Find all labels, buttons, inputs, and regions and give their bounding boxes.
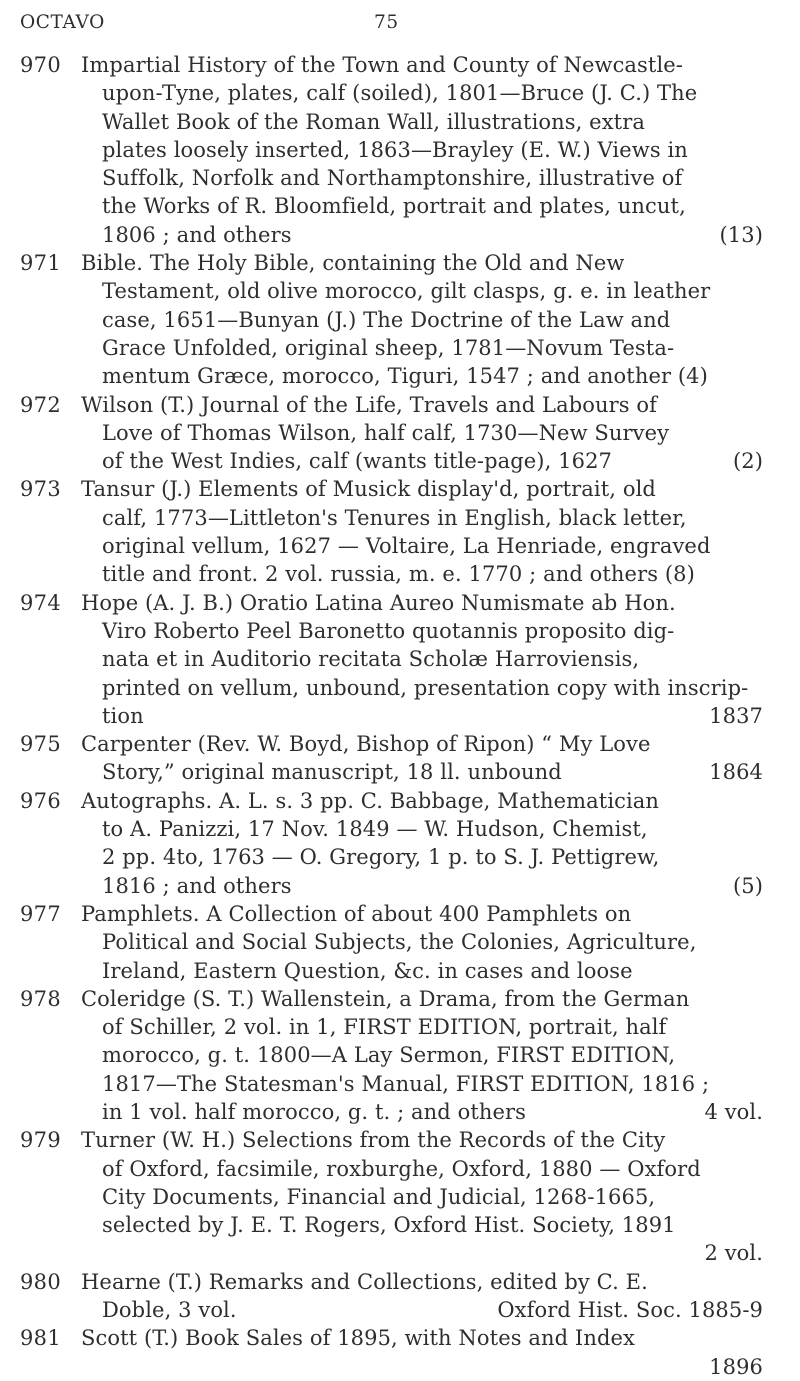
lot-number: 977 [20,901,61,926]
lot-number: 981 [20,1326,61,1351]
lot-number: 975 [20,732,61,757]
description-line: Pamphlets. A Collection of about 400 Pamphlets on [81,901,632,926]
description-line: Testament, old olive morocco, gilt clasps, g. e. in leather [102,279,711,304]
description-line: Impartial History of the Town and County of Newcastle- [81,53,684,77]
lot-description [81,589,763,730]
lot-description [81,787,763,900]
lot-description [81,900,763,985]
lot-list [0,51,800,1381]
description-line: Tansur (J.) Elements of Musick display'd, portrait, old [81,477,656,502]
lot-entry [0,1268,800,1325]
lot-entry [0,249,800,390]
lot-description [81,475,763,588]
description-line: 2 pp. 4to, 1763 — O. Gregory, 1 p. to S. J. Pettigrew, [102,845,660,870]
description-line: 1806 ; and others (13) [102,222,763,247]
description-line: Doble, 3 vol. Oxford Hist. Soc. 1885-9 [102,1298,763,1323]
description-line: original vellum, 1627 — Voltaire, La Henriade, engraved [102,534,711,559]
description-line: upon-Tyne, plates, calf (soiled), 1801—Bruce (J. C.) The [102,81,698,106]
lot-number: 980 [20,1269,61,1294]
description-line: selected by J. E. T. Rogers, Oxford Hist. Society, 1891 [102,1213,676,1238]
lot-number: 974 [20,590,61,615]
lot-description [81,249,763,390]
lot-entry [0,589,800,730]
description-line: tion 1837 [102,703,763,728]
lot-description [81,51,763,249]
description-line: the Works of R. Bloomfield, portrait and plates, uncut, [102,194,686,219]
section-title: OCTAVO [20,12,105,33]
lot-number: 978 [20,986,61,1011]
description-line: 1896 [709,1354,763,1379]
description-line: calf, 1773—Littleton's Tenures in English, black letter, [102,505,687,530]
lot-number: 979 [20,1128,61,1153]
description-line: Bible. The Holy Bible, containing the Old and New [81,251,625,276]
lot-entry [0,730,800,787]
description-line: Coleridge (S. T.) Wallenstein, a Drama, from the German [81,986,690,1011]
description-line: Hearne (T.) Remarks and Collections, edited by C. E. [81,1269,648,1294]
description-line: 1816 ; and others (5) [102,873,763,898]
description-line: of the West Indies, calf (wants title-page), 1627 (2) [102,449,763,474]
description-line: Scott (T.) Book Sales of 1895, with Notes and Index [81,1326,635,1351]
description-line: mentum Græce, morocco, Tiguri, 1547 ; and another (4) [102,364,708,389]
lot-description [81,985,763,1126]
lot-number: 972 [20,392,61,417]
description-line: morocco, g. t. 1800—A Lay Sermon, FIRST EDITION, [102,1043,676,1068]
lot-entry [0,51,800,249]
lot-description [81,1126,763,1267]
description-line: Political and Social Subjects, the Colonies, Agriculture, [102,930,697,955]
description-line: City Documents, Financial and Judicial, 1268-1665, [102,1184,656,1209]
description-line: Suffolk, Norfolk and Northamptonshire, illustrative of [102,166,683,191]
lot-entry [0,391,800,476]
lot-description [81,391,763,476]
description-line: title and front. 2 vol. russia, m. e. 1770 ; and others (8) [102,562,695,587]
lot-entry [0,900,800,985]
description-line: 2 vol. [704,1241,763,1266]
page-number: 75 [374,12,399,33]
description-line: Autographs. A. L. s. 3 pp. C. Babbage, Mathematician [81,788,660,813]
description-line: Viro Roberto Peel Baronetto quotannis proposito dig- [102,618,675,643]
description-line: in 1 vol. half morocco, g. t. ; and others 4 vol. [102,1099,763,1124]
description-line: to A. Panizzi, 17 Nov. 1849 — W. Hudson, Chemist, [102,817,648,842]
lot-number: 973 [20,477,61,502]
description-line: Story,” original manuscript, 18 ll. unbound 1864 [102,760,763,785]
description-line: Turner (W. H.) Selections from the Records of the City [81,1128,666,1153]
description-line: Hope (A. J. B.) Oratio Latina Aureo Numismate ab Hon. [81,590,676,615]
lot-description [81,1268,763,1325]
lot-entry [0,787,800,900]
lot-entry [0,1126,800,1267]
lot-number: 971 [20,251,61,276]
description-line: printed on vellum, unbound, presentation copy with inscrip- [102,675,749,700]
description-line: Wilson (T.) Journal of the Life, Travels and Labours of [81,392,658,417]
lot-number: 970 [20,53,61,77]
description-line: case, 1651—Bunyan (J.) The Doctrine of the Law and [102,307,671,332]
description-line: plates loosely inserted, 1863—Brayley (E. W.) Views in [102,137,688,162]
lot-entry [0,1324,800,1381]
description-line: Love of Thomas Wilson, half calf, 1730—New Survey [102,420,670,445]
lot-number: 976 [20,788,61,813]
description-line: Ireland, Eastern Question, &c. in cases and loose [102,958,633,983]
description-line: of Oxford, facsimile, roxburghe, Oxford, 1880 — Oxford [102,1156,701,1181]
description-line: of Schiller, 2 vol. in 1, FIRST EDITION, portrait, half [102,1015,667,1040]
description-line: 1817—The Statesman's Manual, FIRST EDITION, 1816 ; [102,1071,710,1096]
description-line: Carpenter (Rev. W. Boyd, Bishop of Ripon) “ My Love [81,732,651,757]
description-line: Wallet Book of the Roman Wall, illustrations, extra [102,109,645,134]
description-line: nata et in Auditorio recitata Scholæ Harroviensis, [102,647,640,672]
lot-entry [0,985,800,1126]
lot-entry [0,475,800,588]
lot-description [81,1324,763,1381]
description-line: Grace Unfolded, original sheep, 1781—Novum Testa- [102,335,675,360]
lot-description [81,730,763,787]
